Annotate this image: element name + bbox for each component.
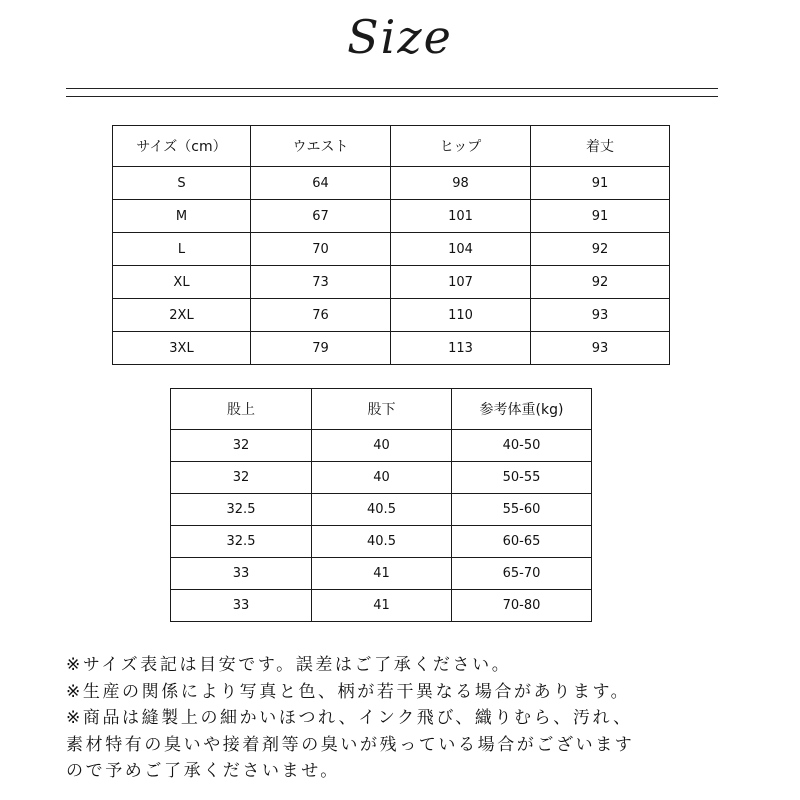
table-cell: XL bbox=[113, 266, 251, 299]
table-cell: 40 bbox=[312, 462, 452, 494]
table-cell: 40.5 bbox=[312, 494, 452, 526]
note-line: ※生産の関係により写真と色、柄が若干異なる場合があります。 bbox=[66, 681, 631, 702]
table-cell: 79 bbox=[251, 332, 391, 365]
header-size: サイズ（cm） bbox=[113, 126, 251, 167]
table-header-row bbox=[113, 126, 670, 167]
table-cell: 41 bbox=[312, 558, 452, 590]
table-cell: 113 bbox=[391, 332, 531, 365]
table-cell: 92 bbox=[531, 266, 670, 299]
header-hip: ヒップ bbox=[391, 126, 531, 167]
header-inseam: 股下 bbox=[312, 389, 452, 430]
table-cell: 93 bbox=[531, 332, 670, 365]
table-cell: 2XL bbox=[113, 299, 251, 332]
header-length: 着丈 bbox=[531, 126, 670, 167]
table-row bbox=[171, 526, 592, 558]
table-cell: 92 bbox=[531, 233, 670, 266]
table-cell: 33 bbox=[171, 558, 312, 590]
table-cell: 40 bbox=[312, 430, 452, 462]
table-cell: L bbox=[113, 233, 251, 266]
table-cell: 67 bbox=[251, 200, 391, 233]
header-waist: ウエスト bbox=[251, 126, 391, 167]
table-cell: 65-70 bbox=[452, 558, 592, 590]
table-cell: 3XL bbox=[113, 332, 251, 365]
size-table bbox=[112, 125, 670, 365]
table-cell: 40-50 bbox=[452, 430, 592, 462]
table-cell: 76 bbox=[251, 299, 391, 332]
header-weight: 参考体重(kg) bbox=[452, 389, 592, 430]
table-cell: 32 bbox=[171, 462, 312, 494]
table-row bbox=[171, 462, 592, 494]
table-cell: 55-60 bbox=[452, 494, 592, 526]
table-cell: S bbox=[113, 167, 251, 200]
divider-line bbox=[66, 88, 718, 89]
table-cell: 32.5 bbox=[171, 526, 312, 558]
table-row bbox=[171, 558, 592, 590]
note-line: ので予めご了承くださいませ。 bbox=[66, 761, 340, 781]
table-cell: 101 bbox=[391, 200, 531, 233]
table-cell: 40.5 bbox=[312, 526, 452, 558]
table-cell: 93 bbox=[531, 299, 670, 332]
table-row bbox=[113, 266, 670, 299]
table-row bbox=[171, 430, 592, 462]
notes-block bbox=[66, 652, 766, 785]
table-cell: 107 bbox=[391, 266, 531, 299]
inseam-weight-table bbox=[170, 388, 592, 622]
table-header-row bbox=[171, 389, 592, 430]
header-rise: 股上 bbox=[171, 389, 312, 430]
table-cell: 32.5 bbox=[171, 494, 312, 526]
table-cell: M bbox=[113, 200, 251, 233]
table-cell: 60-65 bbox=[452, 526, 592, 558]
table-row bbox=[113, 332, 670, 365]
divider-line bbox=[66, 96, 718, 97]
table-row bbox=[113, 167, 670, 200]
table-cell: 64 bbox=[251, 167, 391, 200]
table-cell: 98 bbox=[391, 167, 531, 200]
note-line: 素材特有の臭いや接着剤等の臭いが残っている場合がございます bbox=[66, 734, 635, 755]
table-cell: 110 bbox=[391, 299, 531, 332]
note-line: ※サイズ表記は目安です。誤差はご了承ください。 bbox=[66, 655, 512, 675]
table-cell: 91 bbox=[531, 200, 670, 233]
table-row bbox=[171, 590, 592, 622]
table-row bbox=[113, 299, 670, 332]
table-cell: 33 bbox=[171, 590, 312, 622]
table-row bbox=[113, 233, 670, 266]
note-line: ※商品は縫製上の細かいほつれ、インク飛び、織りむら、汚れ、 bbox=[66, 708, 633, 728]
table-cell: 73 bbox=[251, 266, 391, 299]
table-cell: 41 bbox=[312, 590, 452, 622]
page-title: Size bbox=[347, 10, 453, 64]
table-cell: 70 bbox=[251, 233, 391, 266]
table-cell: 104 bbox=[391, 233, 531, 266]
table-row bbox=[171, 494, 592, 526]
table-cell: 50-55 bbox=[452, 462, 592, 494]
table-cell: 91 bbox=[531, 167, 670, 200]
table-cell: 70-80 bbox=[452, 590, 592, 622]
table-cell: 32 bbox=[171, 430, 312, 462]
table-row bbox=[113, 200, 670, 233]
